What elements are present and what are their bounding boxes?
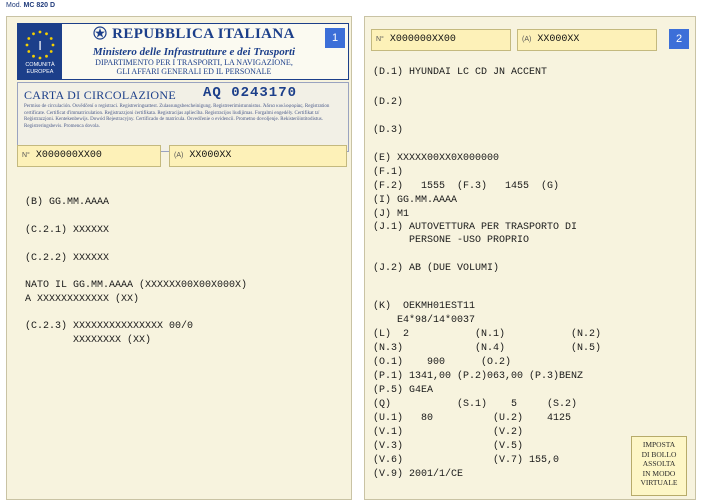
field-o1: (O.1) 900 (O.2) <box>373 357 512 368</box>
field-q: (Q) (S.1) 5 (S.2) <box>373 399 578 410</box>
field-i: (I) GG.MM.AAAA <box>373 195 458 206</box>
field-v1: (V.1) (V.2) <box>373 427 524 438</box>
field-j1: (J.1) AUTOVETTURA PER TRASPORTO DI <box>373 222 578 233</box>
birth-line: NATO IL GG.MM.AAAA (XXXXXX00X00X000X) <box>25 280 248 291</box>
plate-label: (A) <box>174 152 184 159</box>
department-line-2: GLI AFFARI GENERALI ED IL PERSONALE <box>116 67 272 76</box>
eu-emblem <box>18 24 62 79</box>
field-j1-cont: PERSONE -USO PROPRIO <box>373 235 530 246</box>
field-u1: (U.1) 80 (U.2) 4125 <box>373 413 572 424</box>
page-2 <box>364 16 696 500</box>
field-j: (J) M1 <box>373 209 410 220</box>
field-d3: (D.3) <box>373 125 404 136</box>
page-number-badge-2: 2 <box>669 29 689 49</box>
plate-label-2: (A) <box>522 36 532 43</box>
card-title-block <box>17 82 349 152</box>
field-j2: (J.2) AB (DUE VOLUMI) <box>373 263 500 274</box>
eu-country-letter: I <box>38 38 42 53</box>
registration-number-label: N° <box>22 152 30 159</box>
eu-stars-icon <box>22 28 58 62</box>
field-l: (L) 2 (N.1) (N.2) <box>373 329 602 340</box>
page-1 <box>6 16 352 500</box>
stamp-line-4: IN MODO <box>642 468 676 478</box>
field-k-cont: E4*98/14*0037 <box>373 315 476 326</box>
department-line-1: DIPARTIMENTO PER I TRASPORTI, LA NAVIGAZIONE, <box>95 58 293 67</box>
field-c23-cont: XXXXXXXX (XX) <box>25 335 152 346</box>
field-c22: (C.2.2) XXXXXX <box>25 253 110 264</box>
field-b: (B) GG.MM.AAAA <box>25 197 110 208</box>
field-v6: (V.6) (V.7) 155,0 <box>373 455 560 466</box>
field-f1: (F.1) <box>373 167 404 178</box>
card-title: CARTA DI CIRCOLAZIONE <box>24 88 176 102</box>
plate-value-2: XX000XX <box>537 34 580 45</box>
republic-title: REPUBBLICA ITALIANA <box>112 26 295 42</box>
stamp-line-5: VIRTUALE <box>640 478 678 487</box>
field-k: (K) OEKMH01EST11 <box>373 301 476 312</box>
birth-place-line: A XXXXXXXXXXXX (XX) <box>25 294 140 305</box>
stamp-duty-box <box>631 436 687 496</box>
plate-field-2 <box>517 29 657 51</box>
stamp-line-1: IMPOSTA <box>642 440 676 449</box>
card-number: AQ 0243170 <box>203 85 298 101</box>
multilingual-caption: Permiso de circulación. Osvědčení o registraci. Registreringsattest. Zulassungsbescheinigung. Registreerimistunnistus. Άδεια κυκλοφορίας. Registration certificate. Certificat d'immatriculation. Reġistrazzjoni ċertifikata. Registracijas apliecība. Registracijos liudijimas. Forgalmi engedély. Certifikat ta' Reġistrazzjoni. Kentekenbewijs. Dowód Rejestracyjny. Certificado de matrícula. Osvedčenie o evidencii. Prometno dovoljenje. Rekisteröintitodistus. Registreringsbevis. Promenca dovola. <box>24 104 330 129</box>
registration-number-value-2: X000000XX00 <box>389 34 456 45</box>
field-e: (E) XXXXX00XX0X000000 <box>373 153 500 164</box>
plate-value: XX000XX <box>189 150 232 161</box>
field-p1: (P.1) 1341,00 (P.2)063,00 (P.3)BENZ <box>373 371 584 382</box>
field-v3: (V.3) (V.5) <box>373 441 524 452</box>
field-n3: (N.3) (N.4) (N.5) <box>373 343 602 354</box>
registration-number-field-2 <box>371 29 511 51</box>
stamp-line-3: ASSOLTA <box>642 459 676 468</box>
ministry-name: Ministero delle Infrastrutture e dei Trasporti <box>92 46 296 58</box>
field-c21: (C.2.1) XXXXXX <box>25 225 110 236</box>
stamp-line-2: DI BOLLO <box>641 449 677 459</box>
field-f2: (F.2) 1555 (F.3) 1455 (G) <box>373 181 560 192</box>
registration-number-field <box>17 145 161 167</box>
eu-label-1: COMUNITÀ <box>25 62 55 68</box>
registration-number-label-2: N° <box>376 36 384 43</box>
model-code: Mod. MC 820 D <box>6 2 56 9</box>
field-p5: (P.5) G4EA <box>373 385 434 396</box>
emblem-icon <box>93 26 107 45</box>
field-v9: (V.9) 2001/1/CE <box>373 469 464 480</box>
plate-field <box>169 145 347 167</box>
issuer-block <box>64 26 324 76</box>
field-d2: (D.2) <box>373 97 404 108</box>
field-d1: (D.1) HYUNDAI LC CD JN ACCENT <box>373 67 548 78</box>
registration-number-value: X000000XX00 <box>35 150 102 161</box>
eu-label-2: EUROPEA <box>26 69 54 75</box>
document-header <box>17 23 349 80</box>
field-c23: (C.2.3) XXXXXXXXXXXXXXX 00/0 <box>25 321 194 332</box>
page-number-badge: 1 <box>325 28 345 48</box>
